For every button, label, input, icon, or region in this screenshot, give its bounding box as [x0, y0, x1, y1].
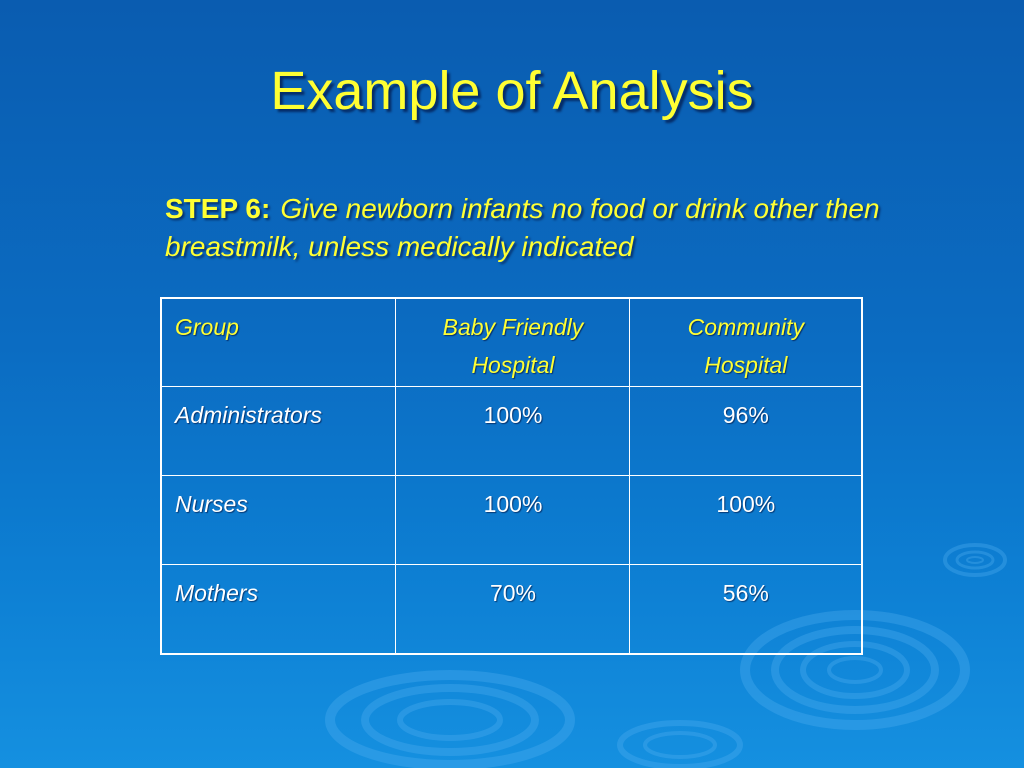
header-community-line1: Community [687, 314, 804, 340]
cell-baby-friendly: 70% [396, 565, 629, 655]
table-header-row [161, 298, 862, 387]
slide-title: Example of Analysis [270, 61, 754, 121]
step-description [165, 190, 925, 266]
cell-baby-friendly: 100% [396, 387, 629, 476]
header-community [629, 298, 862, 387]
cell-community: 100% [629, 476, 862, 565]
cell-baby-friendly: 100% [396, 476, 629, 565]
header-baby-friendly-line2: Hospital [471, 352, 555, 378]
cell-group: Nurses [161, 476, 396, 565]
header-community-line2: Hospital [704, 352, 788, 378]
table-row [161, 565, 862, 655]
cell-community: 56% [629, 565, 862, 655]
analysis-table [160, 297, 863, 655]
table-row [161, 476, 862, 565]
table-row [161, 387, 862, 476]
cell-group: Mothers [161, 565, 396, 655]
step-label: STEP 6: [165, 193, 271, 224]
header-group [161, 298, 396, 387]
step-text: Give newborn infants no food or drink other then breastmilk, unless medically indicated [165, 193, 880, 262]
header-baby-friendly [396, 298, 629, 387]
cell-group: Administrators [161, 387, 396, 476]
header-group-label: Group [175, 314, 239, 340]
cell-community: 96% [629, 387, 862, 476]
header-baby-friendly-line1: Baby Friendly [442, 314, 584, 340]
